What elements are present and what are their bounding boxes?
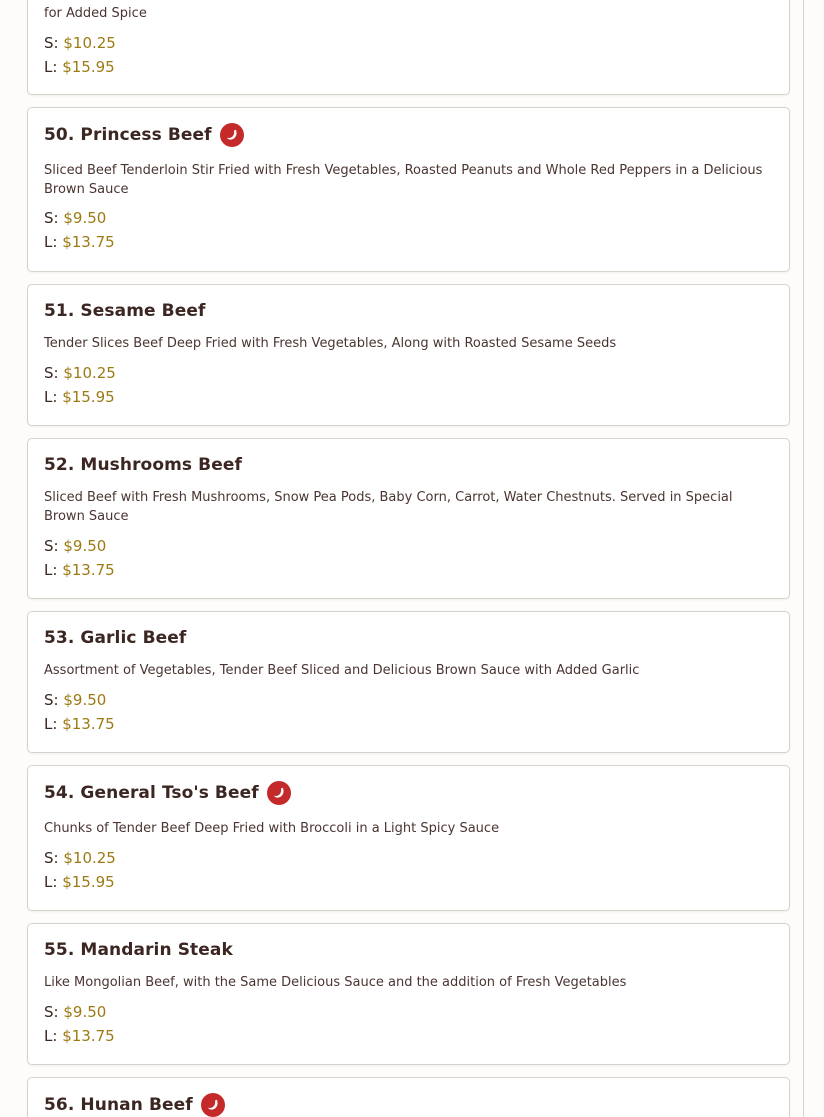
small-price-label: S:	[44, 1003, 59, 1021]
large-price-label: L:	[44, 58, 58, 76]
large-price-row	[44, 872, 115, 892]
item-description: Sliced Beef with Fresh Mushrooms, Snow Pea Pods, Baby Corn, Carrot, Water Chestnuts. Served in Special Brown Sauce	[44, 490, 733, 524]
small-price: $10.25	[63, 34, 116, 52]
item-description: Assortment of Vegetables, Tender Beef Sliced and Delicious Brown Sauce with Added Garlic	[44, 663, 640, 678]
item-description: for Added Spice	[44, 6, 147, 21]
small-price-row	[44, 1002, 106, 1022]
large-price-label: L:	[44, 233, 58, 251]
large-price-row	[44, 1026, 115, 1046]
small-price: $9.50	[63, 537, 107, 555]
small-price-label: S:	[44, 364, 59, 382]
chili-pepper-icon	[267, 781, 291, 805]
large-price-label: L:	[44, 873, 58, 891]
item-title-row	[44, 123, 244, 147]
large-price: $13.75	[62, 715, 115, 733]
item-title-row	[44, 301, 205, 321]
chili-pepper-icon	[220, 123, 244, 147]
small-price: $9.50	[63, 209, 107, 227]
menu-item-card[interactable]	[27, 765, 790, 911]
large-price: $13.75	[62, 1027, 115, 1045]
scroll-container-edge	[803, 0, 804, 1117]
large-price: $15.95	[62, 388, 115, 406]
item-description: Chunks of Tender Beef Deep Fried with Broccoli in a Light Spicy Sauce	[44, 821, 500, 836]
large-price: $15.95	[62, 58, 115, 76]
large-price-row	[44, 57, 115, 77]
item-title: 53. Garlic Beef	[44, 628, 187, 648]
large-price: $13.75	[62, 233, 115, 251]
menu-item-card[interactable]	[27, 284, 790, 426]
menu-item-card[interactable]	[27, 1077, 790, 1117]
large-price-label: L:	[44, 1027, 58, 1045]
small-price: $10.25	[63, 364, 116, 382]
small-price-row	[44, 363, 116, 383]
item-title: 51. Sesame Beef	[44, 301, 206, 321]
small-price-label: S:	[44, 209, 59, 227]
small-price: $9.50	[63, 1003, 107, 1021]
item-title: 56. Hunan Beef	[44, 1095, 193, 1115]
small-price: $10.25	[63, 849, 116, 867]
small-price-row	[44, 536, 106, 556]
large-price-row	[44, 714, 115, 734]
item-title-row	[44, 781, 291, 805]
item-title: 52. Mushrooms Beef	[44, 455, 242, 475]
small-price-row	[44, 690, 106, 710]
item-title: 55. Mandarin Steak	[44, 940, 233, 960]
large-price-row	[44, 387, 115, 407]
item-description: Tender Slices Beef Deep Fried with Fresh Vegetables, Along with Roasted Sesame Seeds	[44, 336, 617, 351]
small-price-row	[44, 33, 116, 53]
small-price-row	[44, 208, 106, 228]
large-price-label: L:	[44, 388, 58, 406]
menu-item-card[interactable]	[27, 107, 790, 272]
item-title-row	[44, 628, 186, 648]
large-price: $13.75	[62, 561, 115, 579]
menu-item-card[interactable]	[27, 438, 790, 599]
small-price-label: S:	[44, 34, 59, 52]
menu-item-card-partial[interactable]	[27, 0, 790, 95]
item-description: Sliced Beef Tenderloin Stir Fried with Fresh Vegetables, Roasted Peanuts and Whole Red Peppers in a Delicious Brown Sauce	[44, 163, 763, 197]
large-price: $15.95	[62, 873, 115, 891]
large-price-label: L:	[44, 561, 58, 579]
menu-item-card[interactable]	[27, 923, 790, 1065]
chili-pepper-icon	[201, 1093, 225, 1117]
small-price: $9.50	[63, 691, 107, 709]
small-price-label: S:	[44, 691, 59, 709]
item-title-row	[44, 1093, 225, 1117]
small-price-label: S:	[44, 537, 59, 555]
item-description: Like Mongolian Beef, with the Same Delicious Sauce and the addition of Fresh Vegetables	[44, 975, 627, 990]
item-title-row	[44, 455, 242, 475]
item-title: 54. General Tso's Beef	[44, 783, 259, 803]
item-title-row	[44, 940, 233, 960]
large-price-row	[44, 560, 115, 580]
small-price-row	[44, 848, 116, 868]
menu-item-card[interactable]	[27, 611, 790, 753]
item-title: 50. Princess Beef	[44, 125, 212, 145]
large-price-row	[44, 232, 115, 252]
small-price-label: S:	[44, 849, 59, 867]
large-price-label: L:	[44, 715, 58, 733]
